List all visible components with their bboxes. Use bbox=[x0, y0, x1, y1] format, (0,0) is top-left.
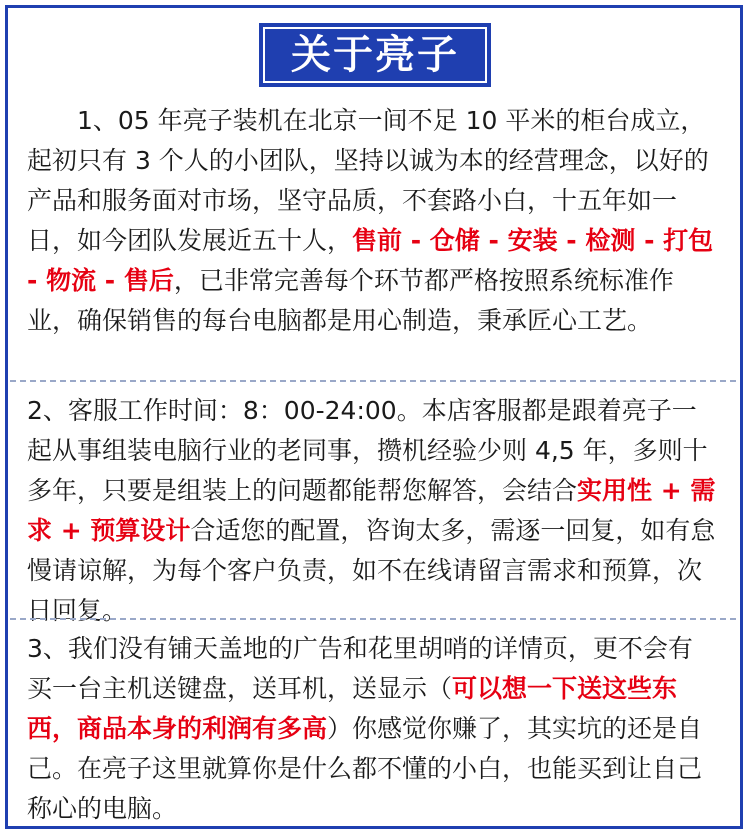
page-title: 关于亮子 bbox=[263, 27, 487, 83]
section-gimmicks-text: 3、我们没有铺天盖地的广告和花里胡哨的详情页，更不会有买一台主机送键盘，送耳机，送显示（ bbox=[27, 634, 693, 703]
section-history-text: 1、05 年亮子装机在北京一间不足 10 平米的柜台成立，起初只有 3 个人的小团队，坚持以诚为本的经营理念，以好的产品和服务面对市场，坚守品质，不套路小白，十五年如一日，如今团队发展近五十人， bbox=[27, 106, 709, 255]
section-history bbox=[27, 101, 717, 341]
section-gimmicks-highlight: 可以想一下送这些东西，商品本身的利润有多高 bbox=[27, 674, 678, 743]
section-service-hours bbox=[27, 391, 717, 631]
section-service-text-end: 合适您的配置，咨询太多，需逐一回复，如有怠慢请谅解，为每个客户负责，如不在线请留言需求和预算，次日回复。 bbox=[27, 516, 716, 625]
dashed-divider bbox=[10, 618, 736, 620]
section-service-highlight: 实用性 + 需求 + 预算设计 bbox=[27, 476, 716, 545]
section-service-text: 2、客服工作时间：8：00-24:00。本店客服都是跟着亮子一起从事组装电脑行业的老同事，攒机经验少则 4,5 年，多则十多年，只要是组装上的问题都能帮您解答，会结合 bbox=[27, 396, 708, 505]
title-banner bbox=[0, 23, 750, 87]
title-box bbox=[259, 23, 491, 87]
section-history-text-end: ，已非常完善每个环节都严格按照系统标准作业，确保销售的每台电脑都是用心制造，秉承匠心工艺。 bbox=[27, 266, 674, 335]
dashed-divider bbox=[10, 380, 736, 382]
section-history-highlight: 售前 - 仓储 - 安装 - 检测 - 打包 - 物流 - 售后 bbox=[27, 226, 714, 295]
section-gimmicks-text-end: ）你感觉你赚了，其实坑的还是自己。在亮子这里就算你是什么都不懂的小白，也能买到让自己称心的电脑。 bbox=[27, 714, 703, 823]
section-no-gimmicks bbox=[27, 629, 717, 829]
